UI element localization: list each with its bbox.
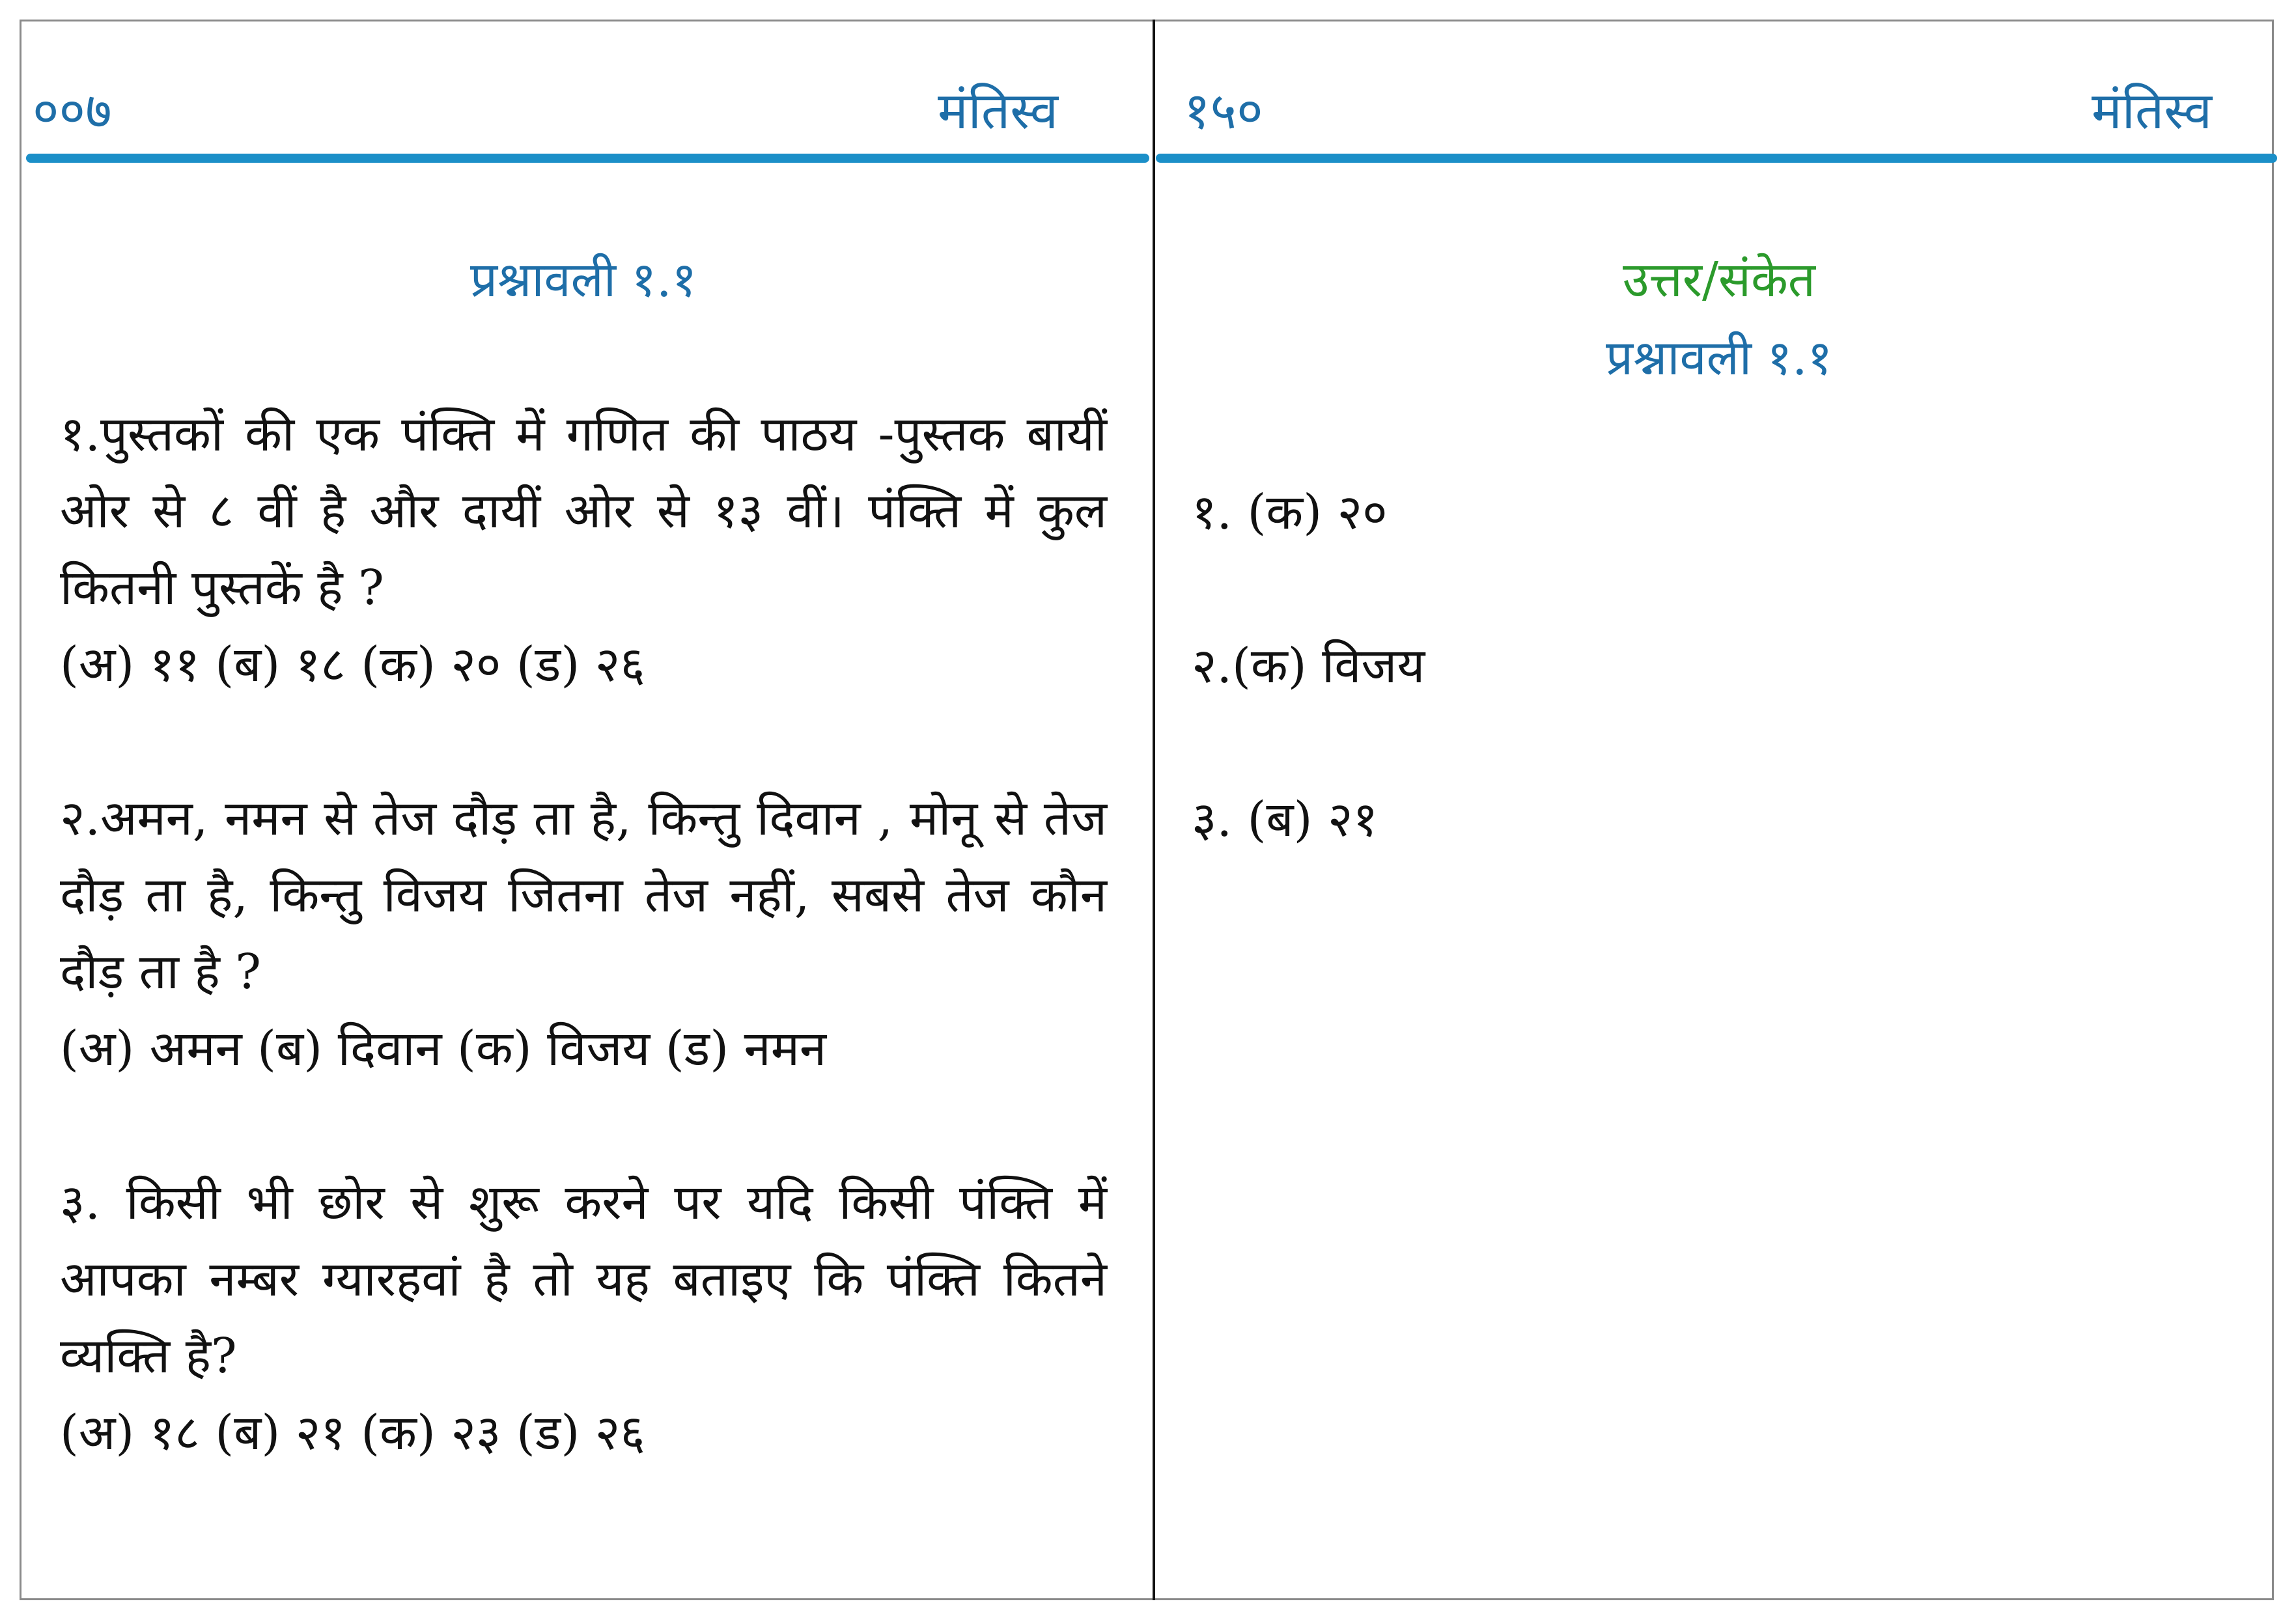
page-divider	[1153, 20, 1155, 1600]
question-2	[60, 780, 1107, 1087]
question-options: (अ) १८ (ब) २१ (क) २३ (ड) २६	[60, 1405, 645, 1461]
question-text: १.पुस्तकों की एक पंक्ति में गणित की पाठय -पुस्तक बायीं ओर से ८ वीं है और दायीं ओर से १३ वीं। पंक्ति में कुल कितनी पुस्तकें है ?	[60, 406, 1107, 616]
right-header-rule	[1156, 154, 2277, 163]
answers-exercise-heading: प्रश्नावली १.१	[1605, 330, 1833, 386]
answer-3: ३. (ब) २१	[1192, 792, 1379, 848]
left-page-number: ००७	[33, 82, 112, 141]
answer-2: २.(क) विजय	[1192, 638, 1425, 694]
question-options: (अ) ११ (ब) १८ (क) २० (ड) २६	[60, 637, 645, 693]
question-text: २.अमन, नमन से तेज दौड़ ता है, किन्तु दिवान , मोनू से तेज दौड़ ता है, किन्तु विजय जितना तेज नहीं, सबसे तेज कौन दौड़ ता है ?	[60, 790, 1107, 1000]
question-1	[60, 396, 1107, 703]
answers-column	[1192, 241, 2247, 858]
right-page-title: मंतिस्व	[2092, 82, 2213, 141]
question-options: (अ) अमन (ब) दिवान (क) विजय (ड) नमन	[60, 1021, 827, 1077]
answer-1: १. (क) २०	[1192, 484, 1388, 540]
left-page-title: मंतिस्व	[938, 82, 1059, 141]
left-header-rule	[26, 154, 1149, 163]
right-page-number: १५०	[1184, 82, 1263, 141]
exercise-heading: प्रश्नावली १.१	[469, 252, 697, 308]
question-3	[60, 1164, 1107, 1471]
question-text: ३. किसी भी छोर से शुरू करने पर यदि किसी पंक्ति में आपका नम्बर ग्यारहवां है तो यह बताइए कि पंक्ति कितने व्यक्ति है?	[60, 1174, 1107, 1384]
questions-column	[60, 241, 1107, 1471]
answers-heading: उत्तर/संकेत	[1623, 252, 1815, 308]
